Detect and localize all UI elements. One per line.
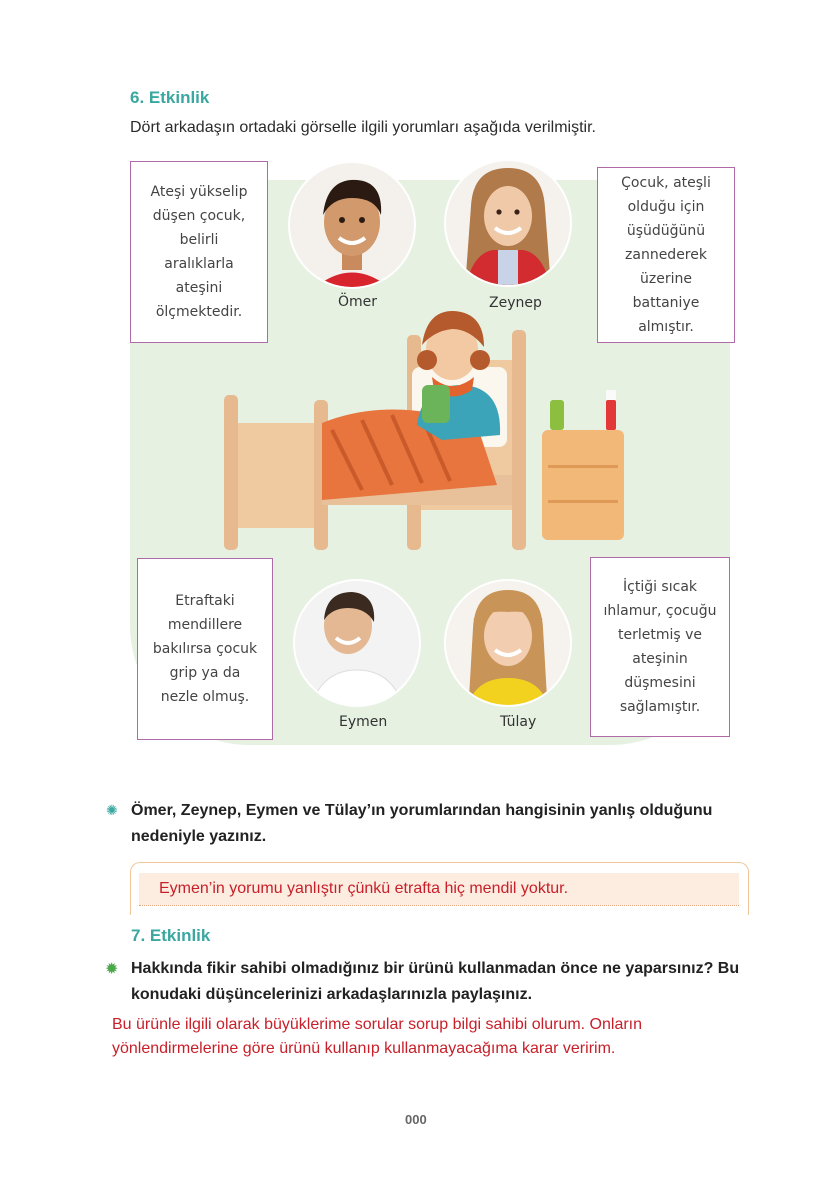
name-tulay: Tülay [500,714,537,730]
omer-photo [287,160,417,290]
activity7-title: 7. Etkinlik [131,926,211,945]
activity6-answer: Eymen’in yorumu yanlıştır çünkü etrafta hiç mendil yoktur. [159,880,569,897]
activity7-question: Hakkında fikir sahibi olmadığınız bir ürünü kullanmadan önce ne yaparsınız? Bu konudaki düşüncelerinizi arkadaşlarınızla paylaşınız. [131,960,740,1003]
comment-omer: Ateşi yükselip düşen çocuk, belirli aralıklarla ateşini ölçmektedir. [130,161,268,343]
comment-zeynep: Çocuk, ateşli olduğu için üşüdüğünü zannederek üzerine battaniye almıştır. [597,167,735,343]
activity6-intro: Dört arkadaşın ortadaki görselle ilgili yorumları aşağıda verilmiştir. [130,119,596,136]
page-number: 000 [405,1112,427,1127]
name-eymen: Eymen [339,714,388,730]
eymen-photo [292,578,422,708]
name-omer: Ömer [338,294,378,310]
answer-box [130,862,749,915]
activity6-question: Ömer, Zeynep, Eymen ve Tülay’ın yorumlarından hangisinin yanlış olduğunu nedeniyle yazınız. [131,802,713,845]
activity6-title: 6. Etkinlik [130,88,210,107]
sick-child-bed-illustration [222,305,632,555]
answer-dotted-line [139,905,739,906]
star-bullet-icon-2: ✹ [105,961,119,978]
activity7-answer: Bu ürünle ilgili olarak büyüklerime sorular sorup bilgi sahibi olurum. Onların yönlendirmelerine göre ürünü kullanıp kullanmayacağıma karar veririm. [112,1016,643,1057]
comment-tulay: İçtiği sıcak ıhlamur, çocuğu terletmiş ve ateşinin düşmesini sağlamıştır. [590,557,730,737]
comment-eymen: Etraftaki mendillere bakılırsa çocuk grip ya da nezle olmuş. [137,558,273,740]
name-zeynep: Zeynep [489,295,542,311]
zeynep-photo [443,158,573,288]
star-bullet-icon: ✺ [106,802,118,818]
tulay-photo [443,578,573,708]
